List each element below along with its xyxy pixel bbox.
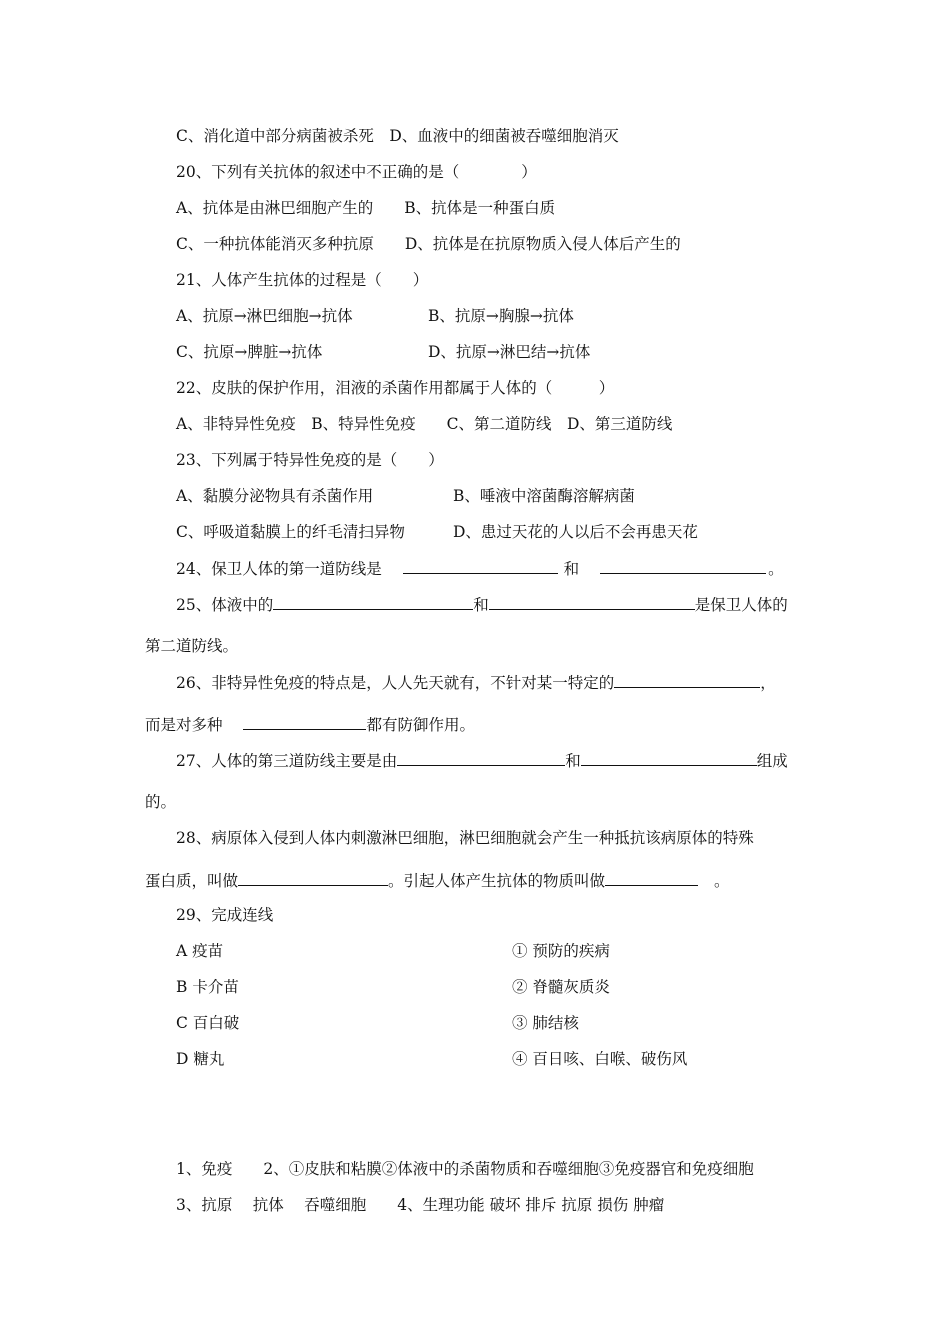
q20-stem: 20、下列有关抗体的叙述中不正确的是（ ）: [176, 163, 537, 181]
q28-line-2: [145, 870, 730, 891]
q21-option-d: D、抗原→淋巴结→抗体: [428, 343, 591, 361]
q28-blank-2[interactable]: [605, 870, 698, 886]
answers-line-2: 3、抗原 抗体 吞噬细胞 4、生理功能 破坏 排斥 抗原 损伤 肿瘤: [176, 1196, 665, 1214]
q25-blank-2[interactable]: [489, 594, 695, 610]
q27-continuation: 的。: [145, 793, 177, 811]
q27-text-3: 组成: [756, 752, 788, 770]
q22-options: A、非特异性免疫 B、特异性免疫 C、第二道防线 D、第三道防线: [176, 415, 673, 433]
q23-stem: 23、下列属于特异性免疫的是（ ）: [176, 451, 444, 469]
q23-option-d: D、患过天花的人以后不会再患天花: [453, 523, 698, 541]
q28-text-2: 蛋白质，叫做: [145, 872, 239, 890]
q23-option-b: B、唾液中溶菌酶溶解病菌: [453, 487, 635, 505]
q21-options-ab: [176, 306, 574, 326]
q26-blank-1[interactable]: [614, 672, 760, 688]
q19-options-cd: C、消化道中部分病菌被杀死 D、血液中的细菌被吞噬细胞消灭: [176, 127, 619, 145]
q23-option-c: C、呼吸道黏膜上的纤毛清扫异物: [176, 523, 405, 541]
q21-stem: 21、人体产生抗体的过程是（ ）: [176, 271, 429, 289]
q23-option-a: A、黏膜分泌物具有杀菌作用: [176, 487, 374, 505]
q23-options-cd: [176, 522, 698, 542]
q26-text-1: 26、非特异性免疫的特点是，人人先天就有，不针对某一特定的: [176, 674, 615, 692]
q29-right-item: ① 预防的疾病: [512, 942, 610, 960]
q24-blank-1[interactable]: [403, 558, 558, 574]
q26-text-2: ，: [760, 674, 776, 692]
q28-blank-1[interactable]: [238, 870, 388, 886]
q25-continuation: 第二道防线。: [145, 637, 239, 655]
q24-blank-2[interactable]: [600, 558, 766, 574]
answers-line-1: 1、免疫 2、①皮肤和粘膜②体液中的杀菌物质和吞噬细胞③免疫器官和免疫细胞: [176, 1160, 754, 1178]
q29-right-item: ③ 肺结核: [512, 1014, 579, 1032]
q28-text-4: 。: [714, 872, 730, 890]
q21-options-cd: [176, 342, 591, 362]
q26-blank-2[interactable]: [243, 714, 366, 730]
q29-left-item: B 卡介苗: [176, 978, 239, 996]
q25-blank-1[interactable]: [273, 594, 473, 610]
q29-left-item: D 糖丸: [176, 1050, 225, 1068]
q29-stem: 29、完成连线: [176, 906, 274, 924]
q21-option-c: C、抗原→脾脏→抗体: [176, 343, 323, 361]
q24-text-3: 。: [768, 560, 784, 578]
q27-text-1: 27、人体的第三道防线主要是由: [176, 752, 398, 770]
q21-option-b: B、抗原→胸腺→抗体: [428, 307, 574, 325]
q28-line-1: 28、病原体入侵到人体内刺激淋巴细胞，淋巴细胞就会产生一种抵抗该病原体的特殊: [176, 829, 754, 847]
q29-right-item: ④ 百日咳、白喉、破伤风: [512, 1050, 688, 1068]
q25-text-3: 是保卫人体的: [694, 596, 788, 614]
q25-text-1: 25、体液中的: [176, 596, 274, 614]
q26-continuation: [145, 714, 475, 735]
q26-line: [176, 672, 776, 693]
q24-text-1: 24、保卫人体的第一道防线是: [176, 560, 382, 578]
q27-blank-2[interactable]: [581, 750, 757, 766]
q28-text-3: 。引起人体产生抗体的物质叫做: [388, 872, 606, 890]
q29-left-item: C 百白破: [176, 1014, 240, 1032]
q24-line: [176, 558, 784, 579]
q25-line: [176, 594, 788, 615]
q27-line: [176, 750, 788, 771]
q27-blank-1[interactable]: [397, 750, 565, 766]
q25-text-2: 和: [473, 596, 489, 614]
q20-options-ab: A、抗体是由淋巴细胞产生的 B、抗体是一种蛋白质: [176, 199, 556, 217]
q24-text-2: 和: [563, 560, 580, 578]
q27-text-2: 和: [565, 752, 581, 770]
q20-options-cd: C、一种抗体能消灭多种抗原 D、抗体是在抗原物质入侵人体后产生的: [176, 235, 681, 253]
q26-text-4: 都有防御作用。: [366, 716, 475, 734]
q23-options-ab: [176, 486, 635, 506]
q22-stem: 22、皮肤的保护作用，泪液的杀菌作用都属于人体的（ ）: [176, 379, 615, 397]
q29-left-item: A 疫苗: [176, 942, 224, 960]
q26-text-3: 而是对多种: [145, 716, 223, 734]
q21-option-a: A、抗原→淋巴细胞→抗体: [176, 307, 353, 325]
q29-right-item: ② 脊髓灰质炎: [512, 978, 610, 996]
